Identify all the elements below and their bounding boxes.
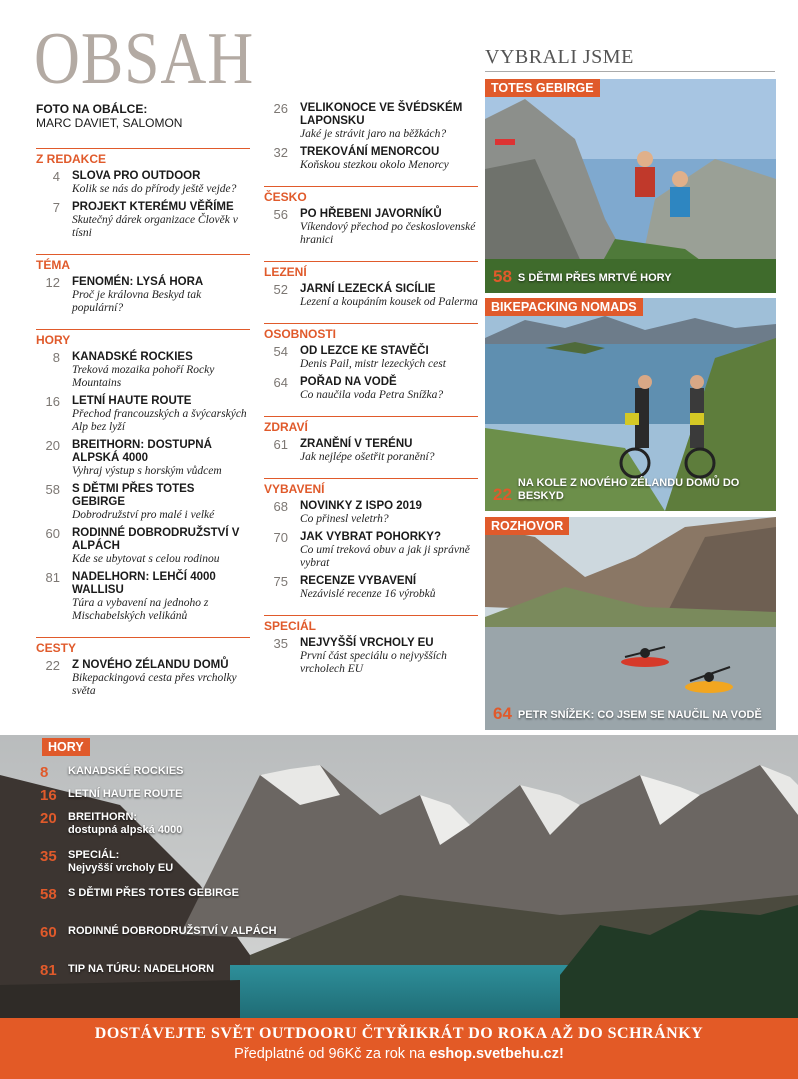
toc-entry-subtitle: Jaké je strávit jaro na běžkách? — [300, 128, 447, 140]
toc-section-label: CESTY — [36, 641, 77, 655]
toc-section — [264, 323, 478, 402]
toc-page-number: 75 — [273, 574, 288, 589]
toc-entry-title: NADELHORN: LEHČÍ 4000 WALLISU — [72, 571, 216, 596]
toc-section — [36, 329, 250, 623]
toc-entry[interactable] — [36, 659, 250, 698]
toc-entry-subtitle: Kde se ubytovat s celou rodinou — [72, 553, 220, 565]
toc-entry[interactable] — [264, 146, 478, 172]
band-item-text — [68, 925, 277, 938]
pick-caption-text: S DĚTMI PŘES MRTVÉ HORY — [517, 272, 672, 284]
toc-section — [264, 478, 478, 601]
toc-entry-title: RODINNÉ DOBRODRUŽSTVÍ V ALPÁCH — [72, 527, 240, 552]
toc-section — [264, 102, 478, 172]
toc-entry-subtitle: Vyhraj výstup s horským vůdcem — [72, 465, 222, 477]
toc-entry-title: FENOMÉN: LYSÁ HORA — [72, 276, 204, 288]
pick-card-totes-gebirge[interactable] — [485, 79, 776, 293]
band-item-text — [68, 788, 182, 801]
pick-caption-text: PETR SNÍŽEK: CO JSEM SE NAUČIL NA VODĚ — [517, 709, 762, 721]
toc-section-label: HORY — [36, 333, 71, 347]
pick-card-rozhovor[interactable] — [485, 517, 776, 730]
pick-card-bikepacking[interactable] — [485, 298, 776, 511]
band-item-title: LETNÍ HAUTE ROUTE — [68, 788, 183, 800]
toc-page-number: 8 — [52, 350, 60, 365]
pick-caption — [493, 477, 776, 503]
toc-entry[interactable] — [264, 283, 478, 309]
toc-entry-subtitle: Jak nejlépe ošetřit poranění? — [300, 451, 435, 463]
toc-entry-subtitle: Dobrodružství pro malé i velké — [72, 509, 215, 521]
band-list-item[interactable] — [40, 925, 277, 957]
toc-entry-title: LETNÍ HAUTE ROUTE — [72, 395, 192, 407]
subscription-headline: DOSTÁVEJTE SVĚT OUTDOORU ČTYŘIKRÁT DO ROKA AŽ DO SCHRÁNKY — [94, 1025, 704, 1042]
toc-section — [36, 254, 250, 315]
subscription-offer — [0, 1046, 798, 1062]
toc-page-number: 35 — [273, 636, 288, 651]
toc-page-number: 12 — [45, 275, 60, 290]
band-item-subtitle: dostupná alpská 4000 — [68, 824, 183, 836]
toc-entry[interactable] — [36, 395, 250, 434]
pick-page-number: 22 — [493, 485, 512, 504]
toc-entry-subtitle: Treková mozaika pohoří Rocky Mountains — [72, 364, 215, 389]
toc-entry-subtitle: Co přinesl veletrh? — [300, 513, 389, 525]
band-page-number: 35 — [40, 848, 57, 865]
toc-entry-subtitle: Co umí treková obuv a jak ji správně vybrat — [300, 544, 470, 569]
toc-entry-title: OD LEZCE KE STAVĚČI — [300, 345, 429, 357]
toc-entry[interactable] — [36, 439, 250, 478]
toc-entry[interactable] — [264, 637, 478, 676]
band-list-item[interactable] — [40, 887, 277, 919]
toc-page-number: 16 — [45, 394, 60, 409]
toc-page-number: 32 — [273, 145, 288, 160]
toc-page-number: 61 — [273, 437, 288, 452]
toc-entry[interactable] — [36, 351, 250, 390]
pick-label: TOTES GEBIRGE — [485, 79, 600, 97]
toc-page-number: 4 — [52, 169, 60, 184]
toc-page-number: 20 — [45, 438, 60, 453]
toc-entry-title: KANADSKÉ ROCKIES — [72, 351, 193, 363]
band-item-title: RODINNÉ DOBRODRUŽSTVÍ V ALPÁCH — [68, 925, 277, 937]
toc-page-number: 52 — [273, 282, 288, 297]
subscription-offer-text: Předplatné od 96Kč za rok na — [234, 1046, 430, 1062]
toc-entry-title: SLOVA PRO OUTDOOR — [72, 170, 201, 182]
band-item-text — [68, 963, 214, 976]
toc-section-label: TÉMA — [36, 258, 70, 272]
toc-entry-subtitle: Lezení a koupáním kousek od Palerma — [300, 296, 478, 308]
pick-label: BIKEPACKING NOMADS — [485, 298, 643, 316]
toc-section — [264, 615, 478, 676]
band-list-item[interactable] — [40, 849, 277, 881]
toc-entry-title: PROJEKT KTERÉMU VĚŘÍME — [72, 201, 234, 213]
toc-section-label: LEZENÍ — [264, 265, 307, 279]
toc-entry[interactable] — [264, 438, 478, 464]
toc-entry-subtitle: Přechod francouzských a švýcarských Alp bez lyží — [72, 408, 247, 433]
toc-section — [264, 261, 478, 309]
toc-entry-title: S DĚTMI PŘES TOTES GEBIRGE — [72, 483, 195, 508]
toc-page-number: 81 — [45, 570, 60, 585]
toc-entry[interactable] — [264, 102, 478, 141]
band-page-number: 8 — [40, 764, 49, 781]
pick-caption — [493, 705, 762, 722]
toc-entry-subtitle: Denis Pail, mistr lezeckých cest — [300, 358, 446, 370]
toc-page-number: 26 — [273, 101, 288, 116]
toc-entry-subtitle: První část speciálu o nejvyšších vrcholech EU — [300, 650, 447, 675]
pick-page-number: 58 — [493, 267, 512, 286]
toc-middle-column — [264, 102, 478, 681]
toc-entry-subtitle: Co naučila voda Petra Snížka? — [300, 389, 444, 401]
toc-page-number: 7 — [52, 200, 60, 215]
band-page-number: 58 — [40, 886, 57, 903]
toc-page-number: 64 — [273, 375, 288, 390]
band-item-text — [68, 849, 173, 875]
toc-section — [36, 637, 250, 698]
band-list-item[interactable] — [40, 811, 277, 843]
band-page-number: 16 — [40, 787, 57, 804]
band-item-text — [68, 887, 239, 900]
toc-entry[interactable] — [264, 345, 478, 371]
band-item-title: BREITHORN: — [68, 811, 138, 823]
toc-entry[interactable] — [36, 276, 250, 315]
toc-section — [264, 186, 478, 247]
mountains-feature-band — [0, 735, 798, 1018]
band-item-title: TIP NA TÚRU: NADELHORN — [68, 963, 215, 975]
toc-entry-subtitle: Bikepackingová cesta přes vrcholky světa — [72, 672, 237, 697]
pick-caption-text: NA KOLE Z NOVÉHO ZÉLANDU DOMŮ DO BESKYD — [517, 477, 740, 502]
climbing-photo — [485, 79, 776, 293]
toc-entry[interactable] — [36, 170, 250, 196]
band-list-item[interactable] — [40, 788, 277, 805]
toc-section-label: VYBAVENÍ — [264, 482, 325, 496]
toc-section-label: ČESKO — [264, 190, 307, 204]
toc-entry-title: Z NOVÉHO ZÉLANDU DOMŮ — [72, 659, 229, 671]
toc-entry-title: JARNÍ LEZECKÁ SICÍLIE — [300, 283, 436, 295]
toc-section-label: Z REDAKCE — [36, 152, 107, 166]
toc-entry-title: POŘAD NA VODĚ — [300, 376, 397, 388]
toc-entry-subtitle: Proč je královna Beskyd tak populární? — [72, 289, 202, 314]
cover-photographer: MARC DAVIET, SALOMON — [36, 116, 183, 130]
toc-page-number: 60 — [45, 526, 60, 541]
band-page-number: 81 — [40, 962, 57, 979]
cover-credit — [36, 102, 182, 130]
toc-entry-title: NEJVYŠŠÍ VRCHOLY EU — [300, 637, 434, 649]
toc-entry-title: NOVINKY Z ISPO 2019 — [300, 500, 422, 512]
pick-page-number: 64 — [493, 704, 512, 723]
band-list — [40, 765, 277, 986]
subscription-banner[interactable] — [0, 1018, 798, 1079]
page-title: OBSAH — [34, 18, 255, 100]
toc-entry-subtitle: Koňskou stezkou okolo Menorcy — [300, 159, 449, 171]
band-page-number: 20 — [40, 810, 57, 827]
toc-section-label: ZDRAVÍ — [264, 420, 308, 434]
toc-entry-title: JAK VYBRAT POHORKY? — [300, 531, 441, 543]
kayak-photo — [485, 517, 776, 730]
toc-entry-subtitle: Víkendový přechod po československé hranici — [300, 221, 476, 246]
toc-entry[interactable] — [264, 531, 478, 570]
band-item-subtitle: Nejvyšší vrcholy EU — [68, 862, 174, 874]
toc-entry-title: BREITHORN: DOSTUPNÁ ALPSKÁ 4000 — [72, 439, 212, 464]
toc-section-label: OSOBNOSTI — [264, 327, 337, 341]
picks-title: VYBRALI JSME — [485, 46, 634, 68]
toc-entry[interactable] — [36, 201, 250, 240]
toc-page-number: 58 — [45, 482, 60, 497]
band-page-number: 60 — [40, 924, 57, 941]
band-item-title: SPECIÁL: — [68, 849, 120, 861]
toc-left-column — [36, 148, 250, 703]
cover-heading: FOTO NA OBÁLCE: — [36, 102, 148, 116]
toc-entry-title: VELIKONOCE VE ŠVÉDSKÉM LAPONSKU — [300, 102, 463, 127]
toc-page-number: 22 — [45, 658, 60, 673]
band-item-text — [68, 811, 182, 837]
pick-caption — [493, 268, 672, 285]
pick-label: ROZHOVOR — [485, 517, 569, 535]
toc-page-number: 54 — [273, 344, 288, 359]
eshop-link[interactable]: eshop.svetbehu.cz! — [429, 1046, 564, 1062]
band-list-item[interactable] — [40, 963, 277, 980]
toc-page-number: 68 — [273, 499, 288, 514]
toc-entry[interactable] — [264, 208, 478, 247]
toc-entry[interactable] — [264, 376, 478, 402]
toc-entry-subtitle: Kolik se nás do přírody ještě vejde? — [72, 183, 237, 195]
toc-section — [264, 416, 478, 464]
band-section-label: HORY — [42, 738, 90, 756]
toc-entry-title: TREKOVÁNÍ MENORCOU — [300, 146, 440, 158]
toc-entry[interactable] — [36, 527, 250, 566]
toc-entry[interactable] — [36, 571, 250, 623]
toc-entry-title: PO HŘEBENI JAVORNÍKŮ — [300, 208, 442, 220]
toc-section — [36, 148, 250, 240]
band-item-title: S DĚTMI PŘES TOTES GEBIRGE — [68, 887, 239, 899]
toc-entry[interactable] — [36, 483, 250, 522]
toc-page-number: 70 — [273, 530, 288, 545]
picks-divider — [485, 71, 775, 72]
toc-entry-subtitle: Nezávislé recenze 16 výrobků — [300, 588, 436, 600]
toc-entry[interactable] — [264, 575, 478, 601]
toc-entry-subtitle: Skutečný dárek organizace Člověk v tísni — [72, 214, 238, 239]
toc-section-label: SPECIÁL — [264, 619, 317, 633]
toc-entry-title: ZRANĚNÍ V TERÉNU — [300, 438, 413, 450]
toc-page-number: 56 — [273, 207, 288, 222]
band-item-title: KANADSKÉ ROCKIES — [68, 765, 184, 777]
toc-entry-title: RECENZE VYBAVENÍ — [300, 575, 417, 587]
band-item-text — [68, 765, 184, 778]
band-list-item[interactable] — [40, 765, 277, 782]
toc-entry[interactable] — [264, 500, 478, 526]
toc-entry-subtitle: Túra a vybavení na jednoho z Mischabelských velikánů — [72, 597, 209, 622]
